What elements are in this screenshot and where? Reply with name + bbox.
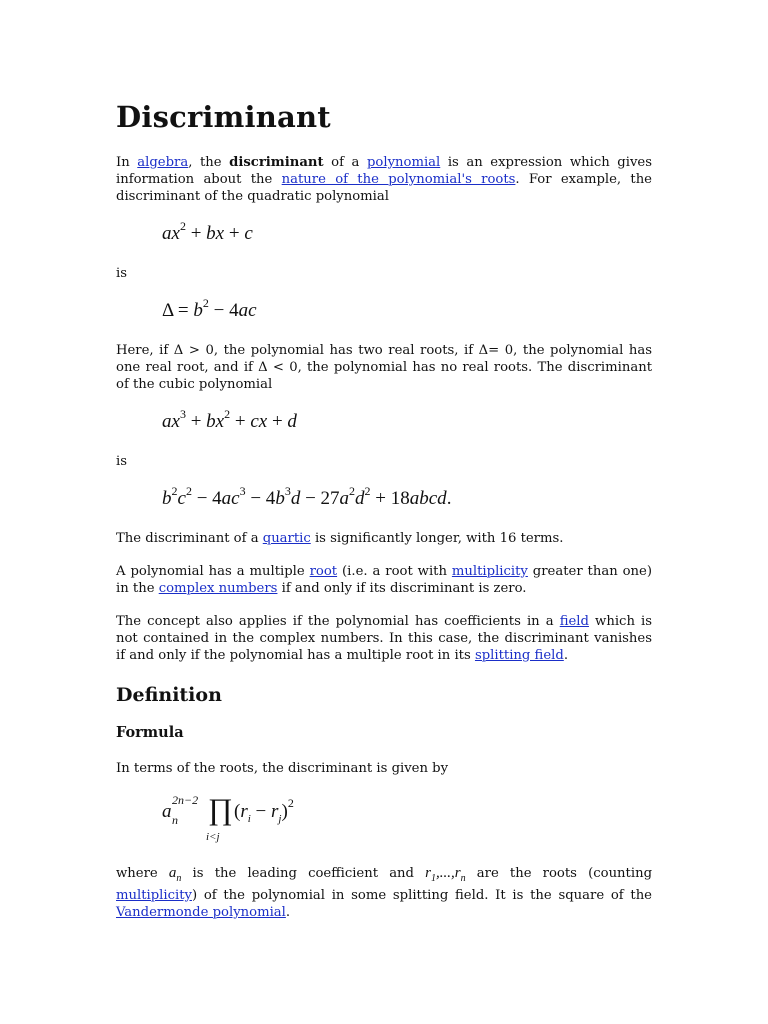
- section-heading-definition: Definition: [116, 684, 222, 706]
- paragraph-concept: [116, 613, 652, 664]
- text: are the roots (counting: [465, 866, 653, 881]
- text: is the leading coefficient and: [181, 866, 426, 881]
- formula-quadratic-discriminant: $\Delta = b^2 - 4ac$: [162, 296, 257, 321]
- link-multiplicity[interactable]: multiplicity: [451, 564, 528, 579]
- link-vandermonde-polynomial[interactable]: Vandermonde polynomial: [116, 905, 286, 920]
- text: is significantly longer, with 16 terms.: [310, 531, 564, 546]
- text: ) of the polynomial in some splitting field. It is the square of the: [191, 888, 652, 903]
- link-polynomial[interactable]: polynomial: [366, 155, 441, 170]
- link-multiplicity-2[interactable]: multiplicity: [116, 888, 192, 903]
- text: A polynomial has a multiple: [116, 564, 310, 579]
- page-title: Discriminant: [116, 100, 331, 134]
- link-root[interactable]: root: [309, 564, 338, 579]
- text: which is not contained in the complex numbers. In this case, the discriminant vanishes if and only if the polynomial has a multiple root in its: [116, 614, 653, 663]
- paragraph-roots: In terms of the roots, the discriminant is given by: [116, 761, 449, 776]
- is-label: is: [116, 266, 127, 281]
- link-complex-numbers[interactable]: complex numbers: [158, 581, 278, 596]
- text: In: [116, 155, 138, 170]
- text: .: [563, 648, 569, 663]
- formula-product-of-roots: a 2n−2 n ∏ i<j $(r_i - r_j)^2$: [162, 793, 294, 843]
- paragraph-quartic: [116, 530, 652, 547]
- text: .: [285, 905, 291, 920]
- paragraph-where: [116, 865, 652, 921]
- link-splitting-field[interactable]: splitting field: [474, 648, 564, 663]
- link-field[interactable]: field: [559, 614, 589, 629]
- text: The concept also applies if the polynomial has coefficients in a: [116, 614, 560, 629]
- text: The discriminant of a: [116, 531, 263, 546]
- formula-quadratic: $ax^2$ + bx + c: [162, 219, 253, 244]
- is-label-2: is: [116, 454, 127, 469]
- text: . For example, the discriminant of the quadratic polynomial: [116, 172, 652, 204]
- formula-cubic-discriminant: $b^2c^2 - 4ac^3 - 4b^3d - 27a^2d^2$ + 18abcd.: [162, 484, 452, 509]
- link-nature-of-roots[interactable]: nature of the polynomial's roots: [281, 172, 516, 187]
- intro-paragraph: [116, 154, 652, 205]
- link-algebra[interactable]: algebra: [137, 155, 189, 170]
- text: (i.e. a root with: [337, 564, 452, 579]
- paragraph-cases: Here, if Δ > 0, the polynomial has two real roots, if Δ= 0, the polynomial has one real root, and if Δ < 0, the polynomial has no real roots. The discriminant of the cubic polynomial: [116, 343, 652, 392]
- text: where: [116, 866, 169, 881]
- math-roots: $r_1,...,r_n$: [425, 865, 466, 884]
- article: [116, 100, 652, 937]
- text: if and only if its discriminant is zero.: [277, 581, 527, 596]
- text: greater than one) in the: [116, 564, 652, 596]
- subsection-heading-formula: Formula: [116, 724, 184, 741]
- bold-term: discriminant: [229, 155, 324, 170]
- text: of a: [323, 155, 367, 170]
- link-quartic[interactable]: quartic: [262, 531, 311, 546]
- formula-cubic: $ax^3 + bx^2$ + cx + d: [162, 407, 297, 432]
- text: , the: [188, 155, 230, 170]
- paragraph-multiple-root: [116, 563, 652, 597]
- text: is an expression which gives information about the: [116, 155, 652, 187]
- math-an: $a_n$: [168, 865, 182, 884]
